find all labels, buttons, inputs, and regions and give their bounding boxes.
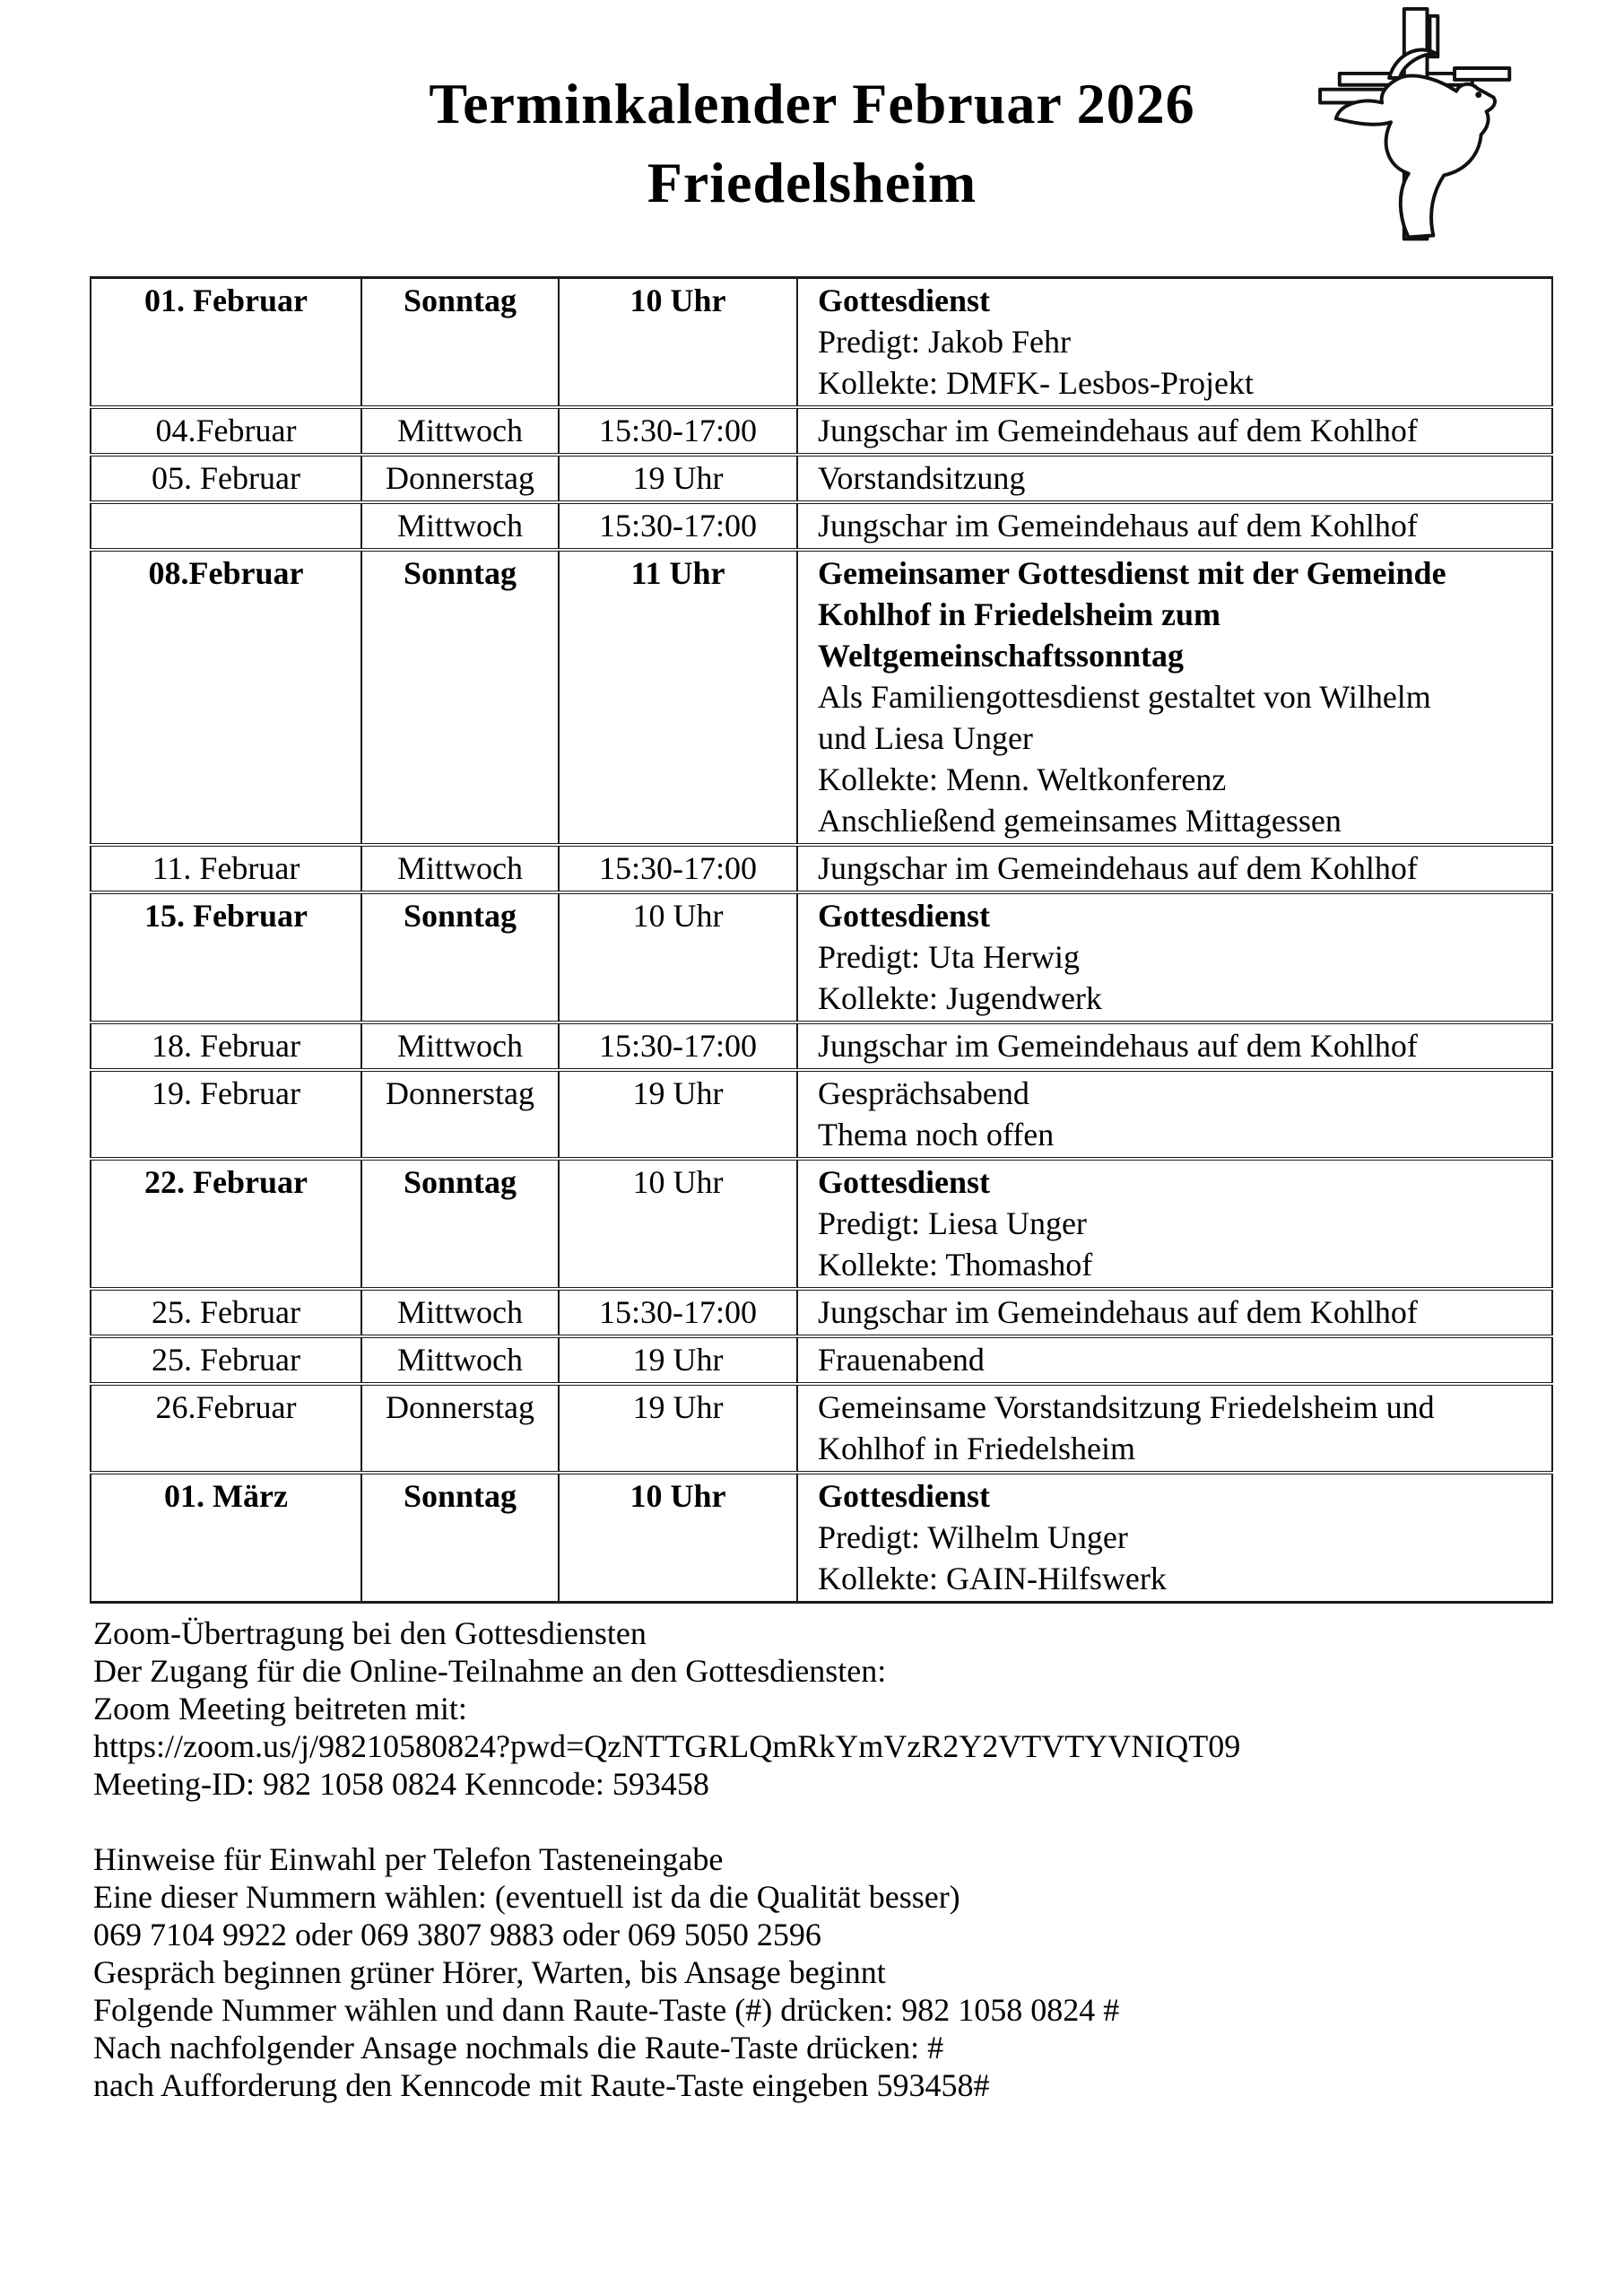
event-time: 15:30-17:00 bbox=[559, 1289, 797, 1336]
footer-line: Nach nachfolgender Ansage nochmals die Raute-Taste drücken: # bbox=[93, 2030, 944, 2066]
event-detail-line: Gottesdienst bbox=[818, 283, 990, 318]
event-date: 01. Februar bbox=[91, 278, 361, 408]
event-time: 10 Uhr bbox=[559, 1473, 797, 1603]
event-detail-line: Kollekte: DMFK- Lesbos-Projekt bbox=[818, 365, 1254, 401]
event-details bbox=[797, 1384, 1552, 1473]
event-details bbox=[797, 892, 1552, 1022]
footer-line: Folgende Nummer wählen und dann Raute-Taste (#) drücken: 982 1058 0824 # bbox=[93, 1992, 1120, 2028]
event-details bbox=[797, 407, 1552, 455]
event-details bbox=[797, 1336, 1552, 1384]
event-time: 15:30-17:00 bbox=[559, 845, 797, 892]
event-day: Sonntag bbox=[361, 1473, 559, 1603]
event-time: 10 Uhr bbox=[559, 1159, 797, 1289]
event-day: Mittwoch bbox=[361, 1336, 559, 1384]
event-date: 25. Februar bbox=[91, 1336, 361, 1384]
schedule-table bbox=[90, 276, 1553, 1604]
event-time: 15:30-17:00 bbox=[559, 1022, 797, 1070]
event-details bbox=[797, 845, 1552, 892]
event-detail-line: Kohlhof in Friedelsheim zum bbox=[818, 596, 1220, 632]
event-date: 05. Februar bbox=[91, 455, 361, 502]
event-detail-line: Predigt: Uta Herwig bbox=[818, 939, 1080, 975]
event-day: Mittwoch bbox=[361, 502, 559, 550]
event-day: Mittwoch bbox=[361, 1289, 559, 1336]
event-detail-line: Vorstandsitzung bbox=[818, 460, 1026, 496]
event-day: Donnerstag bbox=[361, 455, 559, 502]
footer-line: Zoom Meeting beitreten mit: bbox=[93, 1691, 467, 1726]
event-detail-line: Jungschar im Gemeindehaus auf dem Kohlhof bbox=[818, 508, 1418, 544]
calendar-table-body bbox=[91, 278, 1552, 1603]
event-detail-line: Weltgemeinschaftssonntag bbox=[818, 638, 1184, 674]
event-detail-line: Jungschar im Gemeindehaus auf dem Kohlhof bbox=[818, 1294, 1418, 1330]
event-detail-line: Kollekte: GAIN-Hilfswerk bbox=[818, 1561, 1167, 1596]
footer-line bbox=[93, 1803, 1492, 1840]
footer-line: Meeting-ID: 982 1058 0824 Kenncode: 593458 bbox=[93, 1766, 709, 1802]
event-details bbox=[797, 1289, 1552, 1336]
event-details bbox=[797, 1022, 1552, 1070]
event-time: 15:30-17:00 bbox=[559, 502, 797, 550]
event-detail-line: Jungschar im Gemeindehaus auf dem Kohlhof bbox=[818, 413, 1418, 448]
footer-line: Eine dieser Nummern wählen: (eventuell ist da die Qualität besser) bbox=[93, 1879, 960, 1915]
event-date: 19. Februar bbox=[91, 1070, 361, 1159]
event-day: Sonntag bbox=[361, 1159, 559, 1289]
event-day: Sonntag bbox=[361, 892, 559, 1022]
event-detail-line: Gottesdienst bbox=[818, 1478, 990, 1514]
document-header bbox=[0, 0, 1624, 269]
event-day: Mittwoch bbox=[361, 407, 559, 455]
event-detail-line: Predigt: Liesa Unger bbox=[818, 1205, 1087, 1241]
table-row bbox=[91, 892, 1552, 1022]
table-row bbox=[91, 502, 1552, 550]
event-detail-line: Jungschar im Gemeindehaus auf dem Kohlhof bbox=[818, 1028, 1418, 1064]
event-details bbox=[797, 550, 1552, 845]
table-row bbox=[91, 1070, 1552, 1159]
event-date: 25. Februar bbox=[91, 1289, 361, 1336]
event-time: 19 Uhr bbox=[559, 1384, 797, 1473]
title-line-1: Terminkalender Februar 2026 bbox=[429, 72, 1195, 135]
event-day: Donnerstag bbox=[361, 1070, 559, 1159]
event-time: 19 Uhr bbox=[559, 455, 797, 502]
event-detail-line: Kollekte: Thomashof bbox=[818, 1247, 1093, 1283]
event-date: 08.Februar bbox=[91, 550, 361, 845]
event-detail-line: Predigt: Wilhelm Unger bbox=[818, 1519, 1128, 1555]
table-row bbox=[91, 1159, 1552, 1289]
footer-line: https://zoom.us/j/98210580824?pwd=QzNTTGRLQmRkYmVzR2Y2VTVTYVNIQT09 bbox=[93, 1728, 1241, 1764]
event-detail-line: Als Familiengottesdienst gestaltet von Wilhelm bbox=[818, 679, 1431, 715]
event-details bbox=[797, 455, 1552, 502]
event-date: 01. März bbox=[91, 1473, 361, 1603]
event-time: 19 Uhr bbox=[559, 1336, 797, 1384]
event-detail-line: Gemeinsame Vorstandsitzung Friedelsheim und bbox=[818, 1389, 1435, 1425]
footer-line: Der Zugang für die Online-Teilnahme an den Gottesdiensten: bbox=[93, 1653, 887, 1689]
event-detail-line: Thema noch offen bbox=[818, 1117, 1055, 1152]
table-row bbox=[91, 407, 1552, 455]
event-time: 10 Uhr bbox=[559, 278, 797, 408]
event-details bbox=[797, 1070, 1552, 1159]
event-date: 22. Februar bbox=[91, 1159, 361, 1289]
title-line-2: Friedelsheim bbox=[647, 151, 977, 214]
event-detail-line: Frauenabend bbox=[818, 1342, 985, 1378]
event-time: 10 Uhr bbox=[559, 892, 797, 1022]
event-detail-line: Kollekte: Menn. Weltkonferenz bbox=[818, 761, 1227, 797]
event-time: 11 Uhr bbox=[559, 550, 797, 845]
footer-line: Hinweise für Einwahl per Telefon Tasteneingabe bbox=[93, 1841, 724, 1877]
event-details bbox=[797, 502, 1552, 550]
event-date: 15. Februar bbox=[91, 892, 361, 1022]
event-detail-line: Gottesdienst bbox=[818, 898, 990, 934]
event-time: 15:30-17:00 bbox=[559, 407, 797, 455]
cross-and-dove-icon bbox=[1302, 4, 1616, 269]
footer-line: nach Aufforderung den Kenncode mit Raute-Taste eingeben 593458# bbox=[93, 2067, 990, 2103]
event-day: Sonntag bbox=[361, 278, 559, 408]
table-row bbox=[91, 1473, 1552, 1603]
event-detail-line: Kollekte: Jugendwerk bbox=[818, 980, 1102, 1016]
event-day: Donnerstag bbox=[361, 1384, 559, 1473]
event-details bbox=[797, 1473, 1552, 1603]
table-row bbox=[91, 550, 1552, 845]
event-date: 04.Februar bbox=[91, 407, 361, 455]
event-time: 19 Uhr bbox=[559, 1070, 797, 1159]
event-details bbox=[797, 1159, 1552, 1289]
footer-line: 069 7104 9922 oder 069 3807 9883 oder 069 5050 2596 bbox=[93, 1917, 821, 1952]
footer-notes bbox=[93, 1614, 1492, 2104]
table-row bbox=[91, 1384, 1552, 1473]
footer-line: Zoom-Übertragung bei den Gottesdiensten bbox=[93, 1615, 647, 1651]
event-details bbox=[797, 278, 1552, 408]
footer-line: Gespräch beginnen grüner Hörer, Warten, bis Ansage beginnt bbox=[93, 1954, 886, 1990]
event-date: 11. Februar bbox=[91, 845, 361, 892]
table-row bbox=[91, 1022, 1552, 1070]
event-day: Mittwoch bbox=[361, 1022, 559, 1070]
table-row bbox=[91, 1289, 1552, 1336]
event-detail-line: Gesprächsabend bbox=[818, 1075, 1029, 1111]
event-date bbox=[91, 502, 361, 550]
table-row bbox=[91, 845, 1552, 892]
event-day: Mittwoch bbox=[361, 845, 559, 892]
event-detail-line: und Liesa Unger bbox=[818, 720, 1033, 756]
event-detail-line: Kohlhof in Friedelsheim bbox=[818, 1431, 1135, 1466]
event-detail-line: Anschließend gemeinsames Mittagessen bbox=[818, 803, 1342, 839]
event-detail-line: Gottesdienst bbox=[818, 1164, 990, 1200]
event-detail-line: Predigt: Jakob Fehr bbox=[818, 324, 1071, 360]
event-date: 26.Februar bbox=[91, 1384, 361, 1473]
table-row bbox=[91, 278, 1552, 408]
event-day: Sonntag bbox=[361, 550, 559, 845]
event-detail-line: Jungschar im Gemeindehaus auf dem Kohlhof bbox=[818, 850, 1418, 886]
table-row bbox=[91, 1336, 1552, 1384]
event-detail-line: Gemeinsamer Gottesdienst mit der Gemeinde bbox=[818, 555, 1446, 591]
table-row bbox=[91, 455, 1552, 502]
event-date: 18. Februar bbox=[91, 1022, 361, 1070]
